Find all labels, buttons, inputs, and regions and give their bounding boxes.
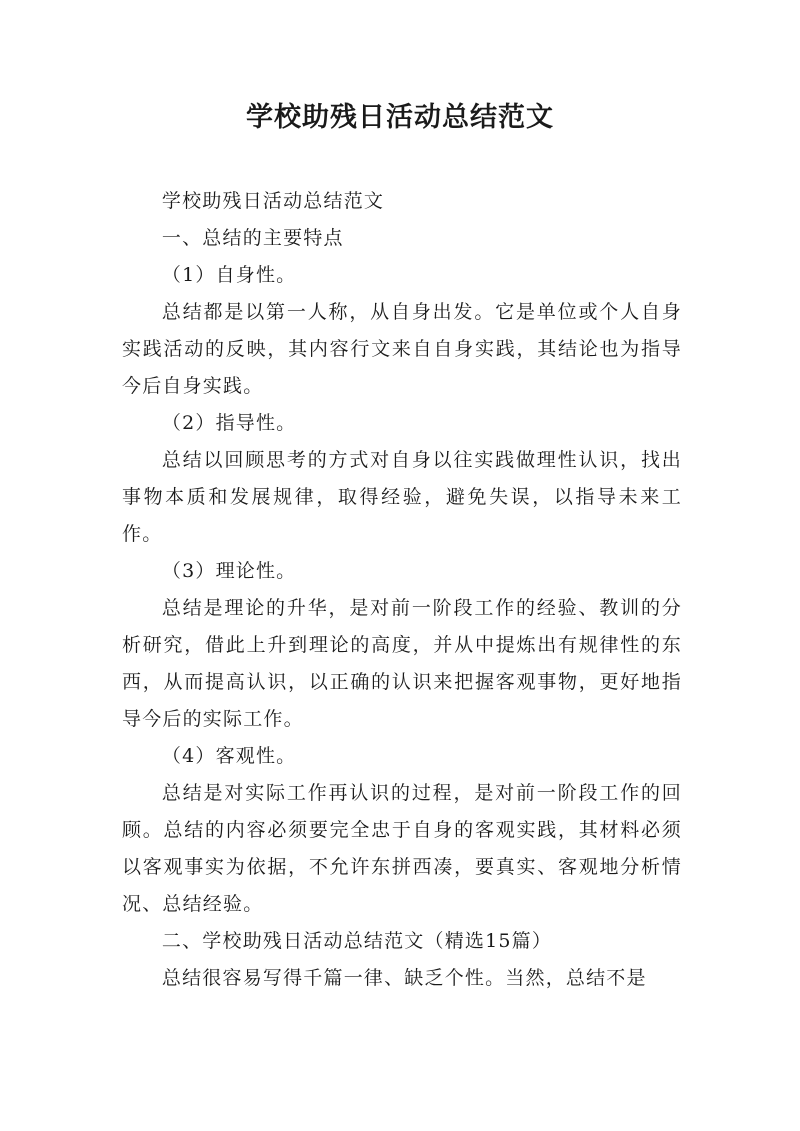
document-body bbox=[122, 183, 682, 997]
item-heading-self: （1）自身性。 bbox=[161, 264, 297, 286]
section-heading-features: 一、总结的主要特点 bbox=[161, 227, 344, 249]
item-heading-guidance: （2）指导性。 bbox=[161, 412, 297, 434]
item-heading-objective: （4）客观性。 bbox=[161, 745, 297, 767]
item-heading-theory: （3）理论性。 bbox=[161, 560, 297, 582]
document-title: 学校助残日活动总结范文 bbox=[246, 102, 554, 133]
paragraph-objective: 总结是对实际工作再认识的过程，是对前一阶段工作的回顾。总结的内容必须要完全忠于自身的客观实践，其材料必须以客观事实为依据，不允许东拼西凑，要真实、客观地分析情况、总结经验。 bbox=[122, 782, 682, 915]
paragraph-examples-intro: 总结很容易写得千篇一律、缺乏个性。当然，总结不是 bbox=[161, 967, 647, 989]
paragraph-guidance: 总结以回顾思考的方式对自身以往实践做理性认识，找出事物本质和发展规律，取得经验，避免失误，以指导未来工作。 bbox=[122, 449, 682, 545]
section-heading-examples: 二、学校助残日活动总结范文（精选15篇） bbox=[161, 930, 553, 952]
paragraph-self: 总结都是以第一人称，从自身出发。它是单位或个人自身实践活动的反映，其内容行文来自自身实践，其结论也为指导今后自身实践。 bbox=[122, 301, 682, 397]
paragraph-theory: 总结是理论的升华，是对前一阶段工作的经验、教训的分析研究，借此上升到理论的高度，并从中提炼出有规律性的东西，从而提高认识，以正确的认识来把握客观事物，更好地指导今后的实际工作。 bbox=[122, 597, 682, 730]
paragraph-subtitle: 学校助残日活动总结范文 bbox=[161, 190, 385, 212]
